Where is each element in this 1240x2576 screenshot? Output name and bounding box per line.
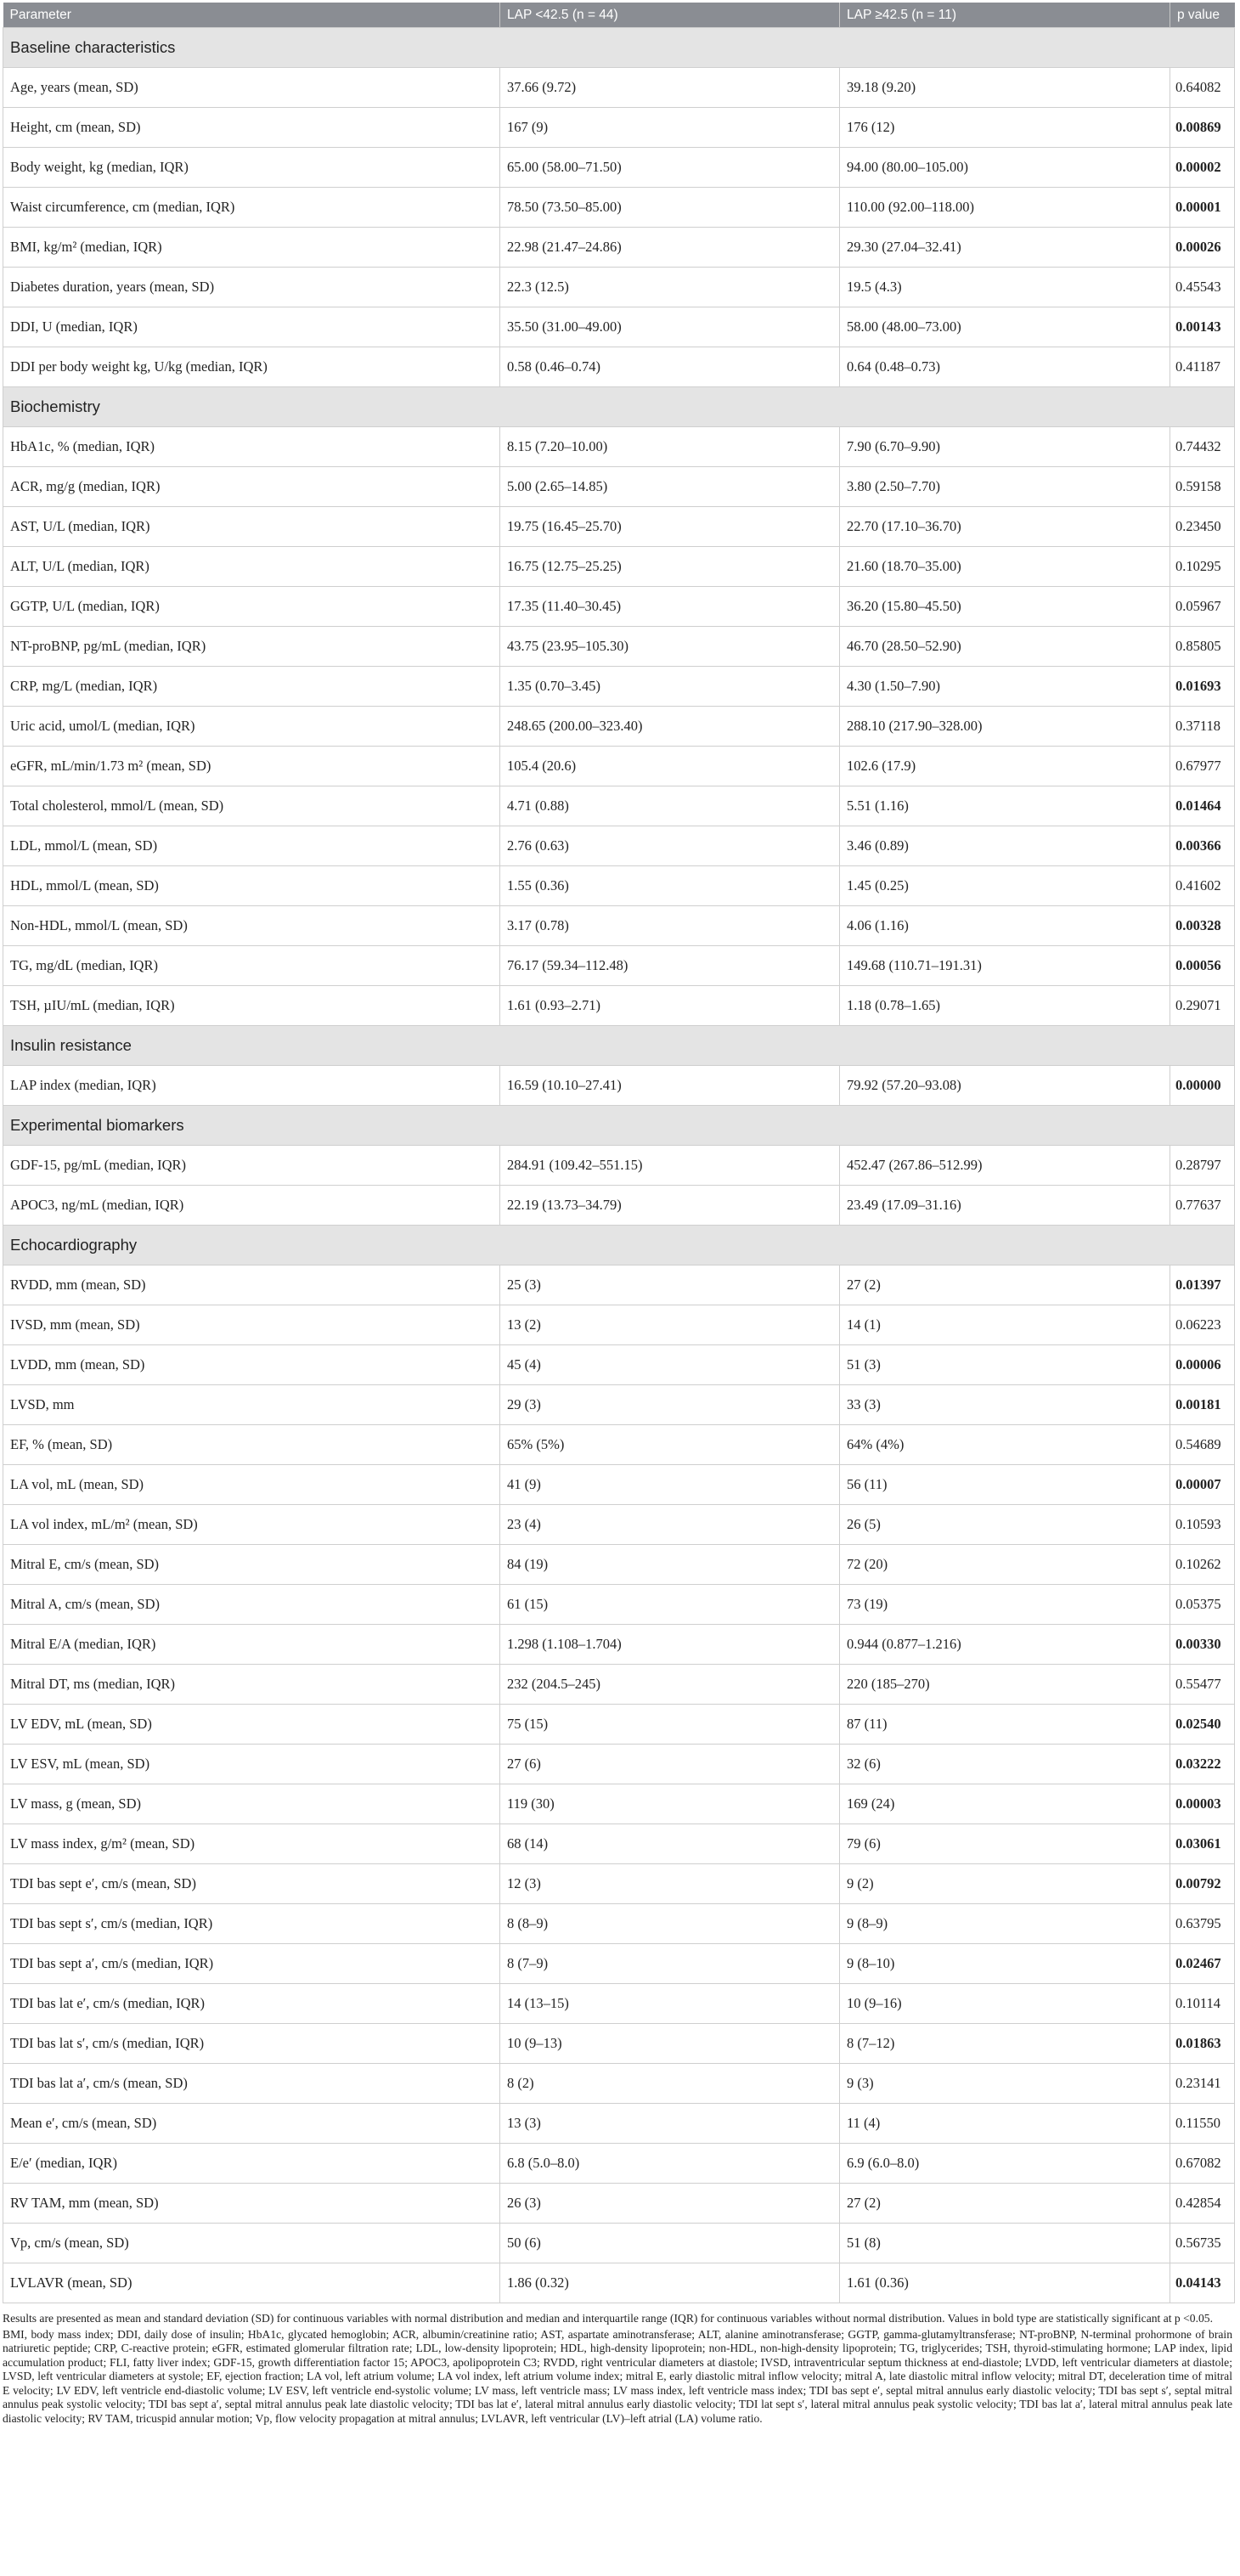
- section-title: Insulin resistance: [3, 1026, 1235, 1066]
- cell-p-value: 0.85805: [1170, 627, 1235, 667]
- cell-p-value: 0.02540: [1170, 1705, 1235, 1745]
- table-row: [3, 228, 1235, 268]
- cell-lap-high: 33 (3): [840, 1385, 1170, 1425]
- cell-parameter: Age, years (mean, SD): [3, 68, 500, 108]
- cell-lap-low: 45 (4): [500, 1345, 840, 1385]
- cell-lap-high: 220 (185–270): [840, 1665, 1170, 1705]
- cell-parameter: AST, U/L (median, IQR): [3, 507, 500, 547]
- section-row: [3, 1226, 1235, 1265]
- header-lap-high: LAP ≥42.5 (n = 11): [840, 3, 1170, 28]
- header-p-value: p value: [1170, 3, 1235, 28]
- cell-lap-high: 46.70 (28.50–52.90): [840, 627, 1170, 667]
- cell-lap-high: 21.60 (18.70–35.00): [840, 547, 1170, 587]
- cell-p-value: 0.23450: [1170, 507, 1235, 547]
- cell-lap-low: 35.50 (31.00–49.00): [500, 307, 840, 347]
- cell-p-value: 0.56735: [1170, 2224, 1235, 2263]
- cell-lap-low: 1.61 (0.93–2.71): [500, 986, 840, 1026]
- cell-lap-low: 76.17 (59.34–112.48): [500, 946, 840, 986]
- cell-parameter: Non-HDL, mmol/L (mean, SD): [3, 906, 500, 946]
- table-row: [3, 2224, 1235, 2263]
- cell-p-value: 0.54689: [1170, 1425, 1235, 1465]
- cell-p-value: 0.03222: [1170, 1745, 1235, 1784]
- cell-p-value: 0.05967: [1170, 587, 1235, 627]
- cell-p-value: 0.42854: [1170, 2184, 1235, 2224]
- section-row: [3, 1026, 1235, 1066]
- cell-lap-high: 94.00 (80.00–105.00): [840, 148, 1170, 188]
- table-row: [3, 1984, 1235, 2024]
- cell-parameter: Mean e′, cm/s (mean, SD): [3, 2104, 500, 2144]
- cell-lap-low: 167 (9): [500, 108, 840, 148]
- table-row: [3, 1864, 1235, 1904]
- cell-lap-low: 22.19 (13.73–34.79): [500, 1186, 840, 1226]
- section-row: [3, 387, 1235, 427]
- table-row: [3, 667, 1235, 707]
- cell-lap-low: 2.76 (0.63): [500, 826, 840, 866]
- cell-lap-high: 19.5 (4.3): [840, 268, 1170, 307]
- cell-parameter: RV TAM, mm (mean, SD): [3, 2184, 500, 2224]
- table-footnotes: [3, 2312, 1234, 2426]
- cell-p-value: 0.01464: [1170, 786, 1235, 826]
- cell-parameter: EF, % (mean, SD): [3, 1425, 500, 1465]
- cell-p-value: 0.03061: [1170, 1824, 1235, 1864]
- cell-lap-high: 26 (5): [840, 1505, 1170, 1545]
- table-row: [3, 1385, 1235, 1425]
- cell-parameter: TDI bas lat e′, cm/s (median, IQR): [3, 1984, 500, 2024]
- cell-parameter: LAP index (median, IQR): [3, 1066, 500, 1106]
- cell-parameter: LVDD, mm (mean, SD): [3, 1345, 500, 1385]
- table-row: [3, 2104, 1235, 2144]
- cell-lap-high: 1.18 (0.78–1.65): [840, 986, 1170, 1026]
- cell-parameter: Vp, cm/s (mean, SD): [3, 2224, 500, 2263]
- cell-lap-low: 29 (3): [500, 1385, 840, 1425]
- cell-p-value: 0.10593: [1170, 1505, 1235, 1545]
- section-title: Experimental biomarkers: [3, 1106, 1235, 1146]
- cell-p-value: 0.00366: [1170, 826, 1235, 866]
- cell-parameter: GGTP, U/L (median, IQR): [3, 587, 500, 627]
- cell-parameter: Mitral E, cm/s (mean, SD): [3, 1545, 500, 1585]
- table-row: [3, 2144, 1235, 2184]
- cell-p-value: 0.01397: [1170, 1265, 1235, 1305]
- cell-parameter: GDF-15, pg/mL (median, IQR): [3, 1146, 500, 1186]
- cell-lap-low: 119 (30): [500, 1784, 840, 1824]
- cell-lap-low: 232 (204.5–245): [500, 1665, 840, 1705]
- document: [3, 3, 1234, 2427]
- cell-lap-low: 5.00 (2.65–14.85): [500, 467, 840, 507]
- cell-lap-high: 1.61 (0.36): [840, 2263, 1170, 2303]
- cell-p-value: 0.41187: [1170, 347, 1235, 387]
- cell-p-value: 0.01863: [1170, 2024, 1235, 2064]
- cell-parameter: LV ESV, mL (mean, SD): [3, 1745, 500, 1784]
- cell-lap-high: 4.30 (1.50–7.90): [840, 667, 1170, 707]
- cell-p-value: 0.00007: [1170, 1465, 1235, 1505]
- cell-lap-low: 78.50 (73.50–85.00): [500, 188, 840, 228]
- table-row: [3, 1186, 1235, 1226]
- table-row: [3, 826, 1235, 866]
- cell-lap-high: 87 (11): [840, 1705, 1170, 1745]
- cell-lap-high: 110.00 (92.00–118.00): [840, 188, 1170, 228]
- cell-p-value: 0.11550: [1170, 2104, 1235, 2144]
- cell-p-value: 0.00006: [1170, 1345, 1235, 1385]
- cell-parameter: E/e′ (median, IQR): [3, 2144, 500, 2184]
- table-row: [3, 2184, 1235, 2224]
- cell-p-value: 0.59158: [1170, 467, 1235, 507]
- cell-lap-high: 0.64 (0.48–0.73): [840, 347, 1170, 387]
- table-row: [3, 1305, 1235, 1345]
- cell-lap-low: 43.75 (23.95–105.30): [500, 627, 840, 667]
- table-row: [3, 906, 1235, 946]
- cell-lap-high: 73 (19): [840, 1585, 1170, 1625]
- cell-lap-low: 248.65 (200.00–323.40): [500, 707, 840, 747]
- table-row: [3, 1066, 1235, 1106]
- table-row: [3, 68, 1235, 108]
- table-row: [3, 946, 1235, 986]
- cell-lap-high: 39.18 (9.20): [840, 68, 1170, 108]
- cell-parameter: ACR, mg/g (median, IQR): [3, 467, 500, 507]
- cell-lap-high: 14 (1): [840, 1305, 1170, 1345]
- cell-parameter: ALT, U/L (median, IQR): [3, 547, 500, 587]
- cell-p-value: 0.23141: [1170, 2064, 1235, 2104]
- table-row: [3, 2064, 1235, 2104]
- cell-lap-low: 8.15 (7.20–10.00): [500, 427, 840, 467]
- cell-lap-low: 13 (2): [500, 1305, 840, 1345]
- cell-lap-low: 22.3 (12.5): [500, 268, 840, 307]
- cell-parameter: Diabetes duration, years (mean, SD): [3, 268, 500, 307]
- cell-lap-low: 75 (15): [500, 1705, 840, 1745]
- cell-lap-low: 17.35 (11.40–30.45): [500, 587, 840, 627]
- table-row: [3, 627, 1235, 667]
- table-row: [3, 866, 1235, 906]
- table-row: [3, 1944, 1235, 1984]
- cell-p-value: 0.41602: [1170, 866, 1235, 906]
- cell-parameter: LVSD, mm: [3, 1385, 500, 1425]
- table-row: [3, 587, 1235, 627]
- cell-parameter: TDI bas lat a′, cm/s (mean, SD): [3, 2064, 500, 2104]
- cell-p-value: 0.10114: [1170, 1984, 1235, 2024]
- cell-lap-high: 29.30 (27.04–32.41): [840, 228, 1170, 268]
- cell-parameter: eGFR, mL/min/1.73 m² (mean, SD): [3, 747, 500, 786]
- cell-lap-high: 10 (9–16): [840, 1984, 1170, 2024]
- table-row: [3, 747, 1235, 786]
- cell-lap-low: 25 (3): [500, 1265, 840, 1305]
- cell-lap-low: 14 (13–15): [500, 1984, 840, 2024]
- cell-parameter: Height, cm (mean, SD): [3, 108, 500, 148]
- cell-p-value: 0.10295: [1170, 547, 1235, 587]
- cell-parameter: LVLAVR (mean, SD): [3, 2263, 500, 2303]
- cell-p-value: 0.45543: [1170, 268, 1235, 307]
- table-row: [3, 507, 1235, 547]
- cell-lap-high: 9 (3): [840, 2064, 1170, 2104]
- cell-p-value: 0.00056: [1170, 946, 1235, 986]
- cell-lap-high: 176 (12): [840, 108, 1170, 148]
- cell-lap-high: 288.10 (217.90–328.00): [840, 707, 1170, 747]
- cell-lap-low: 0.58 (0.46–0.74): [500, 347, 840, 387]
- cell-lap-high: 64% (4%): [840, 1425, 1170, 1465]
- cell-parameter: Mitral DT, ms (median, IQR): [3, 1665, 500, 1705]
- cell-p-value: 0.67977: [1170, 747, 1235, 786]
- cell-p-value: 0.00001: [1170, 188, 1235, 228]
- cell-p-value: 0.04143: [1170, 2263, 1235, 2303]
- cell-lap-low: 37.66 (9.72): [500, 68, 840, 108]
- cell-lap-high: 27 (2): [840, 2184, 1170, 2224]
- section-title: Baseline characteristics: [3, 28, 1235, 68]
- cell-p-value: 0.00869: [1170, 108, 1235, 148]
- cell-p-value: 0.63795: [1170, 1904, 1235, 1944]
- cell-p-value: 0.02467: [1170, 1944, 1235, 1984]
- cell-parameter: TDI bas sept s′, cm/s (median, IQR): [3, 1904, 500, 1944]
- table-row: [3, 1265, 1235, 1305]
- cell-parameter: LV mass index, g/m² (mean, SD): [3, 1824, 500, 1864]
- cell-p-value: 0.00002: [1170, 148, 1235, 188]
- table-row: [3, 1505, 1235, 1545]
- cell-p-value: 0.74432: [1170, 427, 1235, 467]
- cell-lap-low: 27 (6): [500, 1745, 840, 1784]
- cell-lap-high: 9 (8–10): [840, 1944, 1170, 1984]
- cell-lap-low: 4.71 (0.88): [500, 786, 840, 826]
- table-row: [3, 986, 1235, 1026]
- cell-lap-low: 8 (2): [500, 2064, 840, 2104]
- table-row: [3, 1545, 1235, 1585]
- cell-p-value: 0.00003: [1170, 1784, 1235, 1824]
- table-row: [3, 307, 1235, 347]
- cell-parameter: LA vol, mL (mean, SD): [3, 1465, 500, 1505]
- cell-lap-low: 65.00 (58.00–71.50): [500, 148, 840, 188]
- cell-p-value: 0.77637: [1170, 1186, 1235, 1226]
- cell-parameter: HDL, mmol/L (mean, SD): [3, 866, 500, 906]
- cell-p-value: 0.28797: [1170, 1146, 1235, 1186]
- table-row: [3, 1745, 1235, 1784]
- cell-lap-high: 72 (20): [840, 1545, 1170, 1585]
- cell-lap-high: 0.944 (0.877–1.216): [840, 1625, 1170, 1665]
- cell-parameter: RVDD, mm (mean, SD): [3, 1265, 500, 1305]
- cell-p-value: 0.00181: [1170, 1385, 1235, 1425]
- cell-lap-low: 41 (9): [500, 1465, 840, 1505]
- cell-lap-high: 51 (8): [840, 2224, 1170, 2263]
- cell-lap-high: 1.45 (0.25): [840, 866, 1170, 906]
- cell-parameter: LV EDV, mL (mean, SD): [3, 1705, 500, 1745]
- cell-parameter: Mitral E/A (median, IQR): [3, 1625, 500, 1665]
- cell-lap-high: 6.9 (6.0–8.0): [840, 2144, 1170, 2184]
- table-row: [3, 1146, 1235, 1186]
- cell-parameter: APOC3, ng/mL (median, IQR): [3, 1186, 500, 1226]
- cell-parameter: Body weight, kg (median, IQR): [3, 148, 500, 188]
- cell-lap-low: 284.91 (109.42–551.15): [500, 1146, 840, 1186]
- table-row: [3, 1585, 1235, 1625]
- cell-p-value: 0.00143: [1170, 307, 1235, 347]
- cell-lap-high: 169 (24): [840, 1784, 1170, 1824]
- footnote-abbreviations: BMI, body mass index; DDI, daily dose of insulin; HbA1c, glycated hemoglobin; ACR, albumin/creatinine ratio; AST, aspartate aminotransferase; ALT, alanine aminotransferase; GGTP, gamma-glutamyltransferase; NT-proBNP, N-terminal prohormone of brain natriuretic peptide; CRP, C-reactive protein; eGFR, estimated glomerular filtration rate; LDL, low-density lipoprotein; HDL, high-density lipoprotein; non-HDL, non-high-density lipoprotein; TG, triglycerides; TSH, thyroid-stimulating hormone; LAP index, lipid accumulation product; FLI, fatty liver index; GDF-15, growth differentiation factor 15; APOC3, apolipoprotein C3; RVDD, right ventricular diameters at diastole; IVSD, intraventricular septum thickness at end-diastole; LVDD, left ventricular diameters at diastole; LVSD, left ventricular diameters at systole; EF, ejection fraction; LA vol, left atrium volume; LA vol index, left atrium volume index; mitral E, early diastolic mitral inflow velocity; mitral A, late diastolic mitral inflow velocity; mitral DT, deceleration time of mitral E velocity; LV EDV, left ventricle end-diastolic volume; LV ESV, left ventricle end-systolic volume; LV mass, left ventricle mass; LV mass index, left ventricle mass index; TDI bas sept e′, septal mitral annulus early diastolic velocity; TDI bas sept s′, septal mitral annulus peak systolic velocity; TDI bas sept a′, septal mitral annulus peak late diastolic velocity; TDI bas lat e′, lateral mitral annulus early diastolic velocity; TDI lat sept s′, lateral mitral annulus peak systolic velocity; TDI bas lat a′, lateral mitral annulus peak late diastolic velocity; RV TAM, tricuspid annular motion; Vp, flow velocity propagation at mitral annulus; LVLAVR, left ventricular (LV)–left atrial (LA) volume ratio.: [3, 2327, 1232, 2425]
- cell-p-value: 0.00000: [1170, 1066, 1235, 1106]
- cell-lap-low: 16.75 (12.75–25.25): [500, 547, 840, 587]
- cell-parameter: NT-proBNP, pg/mL (median, IQR): [3, 627, 500, 667]
- cell-lap-low: 1.86 (0.32): [500, 2263, 840, 2303]
- cell-lap-high: 8 (7–12): [840, 2024, 1170, 2064]
- cell-lap-low: 26 (3): [500, 2184, 840, 2224]
- table-row: [3, 2024, 1235, 2064]
- section-title: Echocardiography: [3, 1226, 1235, 1265]
- table-row: [3, 2263, 1235, 2303]
- table-header: [3, 3, 1235, 28]
- cell-parameter: TSH, µIU/mL (median, IQR): [3, 986, 500, 1026]
- cell-lap-high: 452.47 (267.86–512.99): [840, 1146, 1170, 1186]
- cell-parameter: LDL, mmol/L (mean, SD): [3, 826, 500, 866]
- cell-p-value: 0.10262: [1170, 1545, 1235, 1585]
- cell-lap-high: 9 (2): [840, 1864, 1170, 1904]
- table-row: [3, 467, 1235, 507]
- table-row: [3, 1784, 1235, 1824]
- cell-lap-high: 102.6 (17.9): [840, 747, 1170, 786]
- cell-lap-high: 149.68 (110.71–191.31): [840, 946, 1170, 986]
- table-body: [3, 28, 1235, 2303]
- cell-p-value: 0.67082: [1170, 2144, 1235, 2184]
- table-row: [3, 108, 1235, 148]
- table-row: [3, 547, 1235, 587]
- cell-lap-low: 61 (15): [500, 1585, 840, 1625]
- cell-lap-high: 5.51 (1.16): [840, 786, 1170, 826]
- cell-parameter: Uric acid, umol/L (median, IQR): [3, 707, 500, 747]
- table-row: [3, 786, 1235, 826]
- cell-lap-high: 23.49 (17.09–31.16): [840, 1186, 1170, 1226]
- cell-p-value: 0.05375: [1170, 1585, 1235, 1625]
- cell-parameter: DDI, U (median, IQR): [3, 307, 500, 347]
- cell-p-value: 0.55477: [1170, 1665, 1235, 1705]
- cell-p-value: 0.00328: [1170, 906, 1235, 946]
- table-row: [3, 1345, 1235, 1385]
- cell-parameter: TDI bas sept e′, cm/s (mean, SD): [3, 1864, 500, 1904]
- cell-lap-low: 1.298 (1.108–1.704): [500, 1625, 840, 1665]
- table-row: [3, 188, 1235, 228]
- table-row: [3, 148, 1235, 188]
- cell-parameter: IVSD, mm (mean, SD): [3, 1305, 500, 1345]
- cell-p-value: 0.00026: [1170, 228, 1235, 268]
- cell-lap-low: 84 (19): [500, 1545, 840, 1585]
- cell-lap-low: 10 (9–13): [500, 2024, 840, 2064]
- table-row: [3, 1465, 1235, 1505]
- cell-lap-low: 8 (7–9): [500, 1944, 840, 1984]
- table-row: [3, 347, 1235, 387]
- header-parameter: Parameter: [3, 3, 500, 28]
- cell-parameter: HbA1c, % (median, IQR): [3, 427, 500, 467]
- table-row: [3, 427, 1235, 467]
- cell-lap-low: 13 (3): [500, 2104, 840, 2144]
- cell-lap-high: 79 (6): [840, 1824, 1170, 1864]
- cell-p-value: 0.00792: [1170, 1864, 1235, 1904]
- cell-lap-low: 6.8 (5.0–8.0): [500, 2144, 840, 2184]
- cell-lap-low: 12 (3): [500, 1864, 840, 1904]
- table-row: [3, 268, 1235, 307]
- footnote-stats: Results are presented as mean and standard deviation (SD) for continuous variables with normal distribution and median and interquartile range (IQR) for continuous variables without normal distribution. Values in bold type are statistically significant at p <0.05.: [3, 2312, 1213, 2325]
- cell-lap-low: 23 (4): [500, 1505, 840, 1545]
- cell-parameter: LV mass, g (mean, SD): [3, 1784, 500, 1824]
- cell-lap-low: 16.59 (10.10–27.41): [500, 1066, 840, 1106]
- cell-parameter: CRP, mg/L (median, IQR): [3, 667, 500, 707]
- header-lap-low: LAP <42.5 (n = 44): [500, 3, 840, 28]
- cell-p-value: 0.00330: [1170, 1625, 1235, 1665]
- table-row: [3, 1904, 1235, 1944]
- header-row: [3, 3, 1235, 28]
- cell-parameter: Waist circumference, cm (median, IQR): [3, 188, 500, 228]
- table-row: [3, 1625, 1235, 1665]
- table-row: [3, 1425, 1235, 1465]
- cell-parameter: TG, mg/dL (median, IQR): [3, 946, 500, 986]
- cell-p-value: 0.64082: [1170, 68, 1235, 108]
- cell-parameter: TDI bas lat s′, cm/s (median, IQR): [3, 2024, 500, 2064]
- cell-p-value: 0.37118: [1170, 707, 1235, 747]
- cell-lap-high: 3.46 (0.89): [840, 826, 1170, 866]
- data-table: [3, 3, 1235, 2303]
- cell-lap-low: 65% (5%): [500, 1425, 840, 1465]
- cell-parameter: TDI bas sept a′, cm/s (median, IQR): [3, 1944, 500, 1984]
- cell-lap-low: 50 (6): [500, 2224, 840, 2263]
- table-row: [3, 1824, 1235, 1864]
- table-row: [3, 707, 1235, 747]
- cell-lap-high: 11 (4): [840, 2104, 1170, 2144]
- cell-p-value: 0.29071: [1170, 986, 1235, 1026]
- section-title: Biochemistry: [3, 387, 1235, 427]
- cell-lap-low: 3.17 (0.78): [500, 906, 840, 946]
- cell-lap-low: 68 (14): [500, 1824, 840, 1864]
- cell-lap-high: 22.70 (17.10–36.70): [840, 507, 1170, 547]
- cell-lap-low: 1.35 (0.70–3.45): [500, 667, 840, 707]
- cell-parameter: Mitral A, cm/s (mean, SD): [3, 1585, 500, 1625]
- cell-lap-high: 79.92 (57.20–93.08): [840, 1066, 1170, 1106]
- cell-lap-low: 22.98 (21.47–24.86): [500, 228, 840, 268]
- cell-p-value: 0.01693: [1170, 667, 1235, 707]
- table-row: [3, 1665, 1235, 1705]
- cell-lap-low: 19.75 (16.45–25.70): [500, 507, 840, 547]
- table-row: [3, 1705, 1235, 1745]
- cell-lap-high: 51 (3): [840, 1345, 1170, 1385]
- cell-lap-high: 32 (6): [840, 1745, 1170, 1784]
- cell-lap-high: 27 (2): [840, 1265, 1170, 1305]
- cell-parameter: Total cholesterol, mmol/L (mean, SD): [3, 786, 500, 826]
- cell-lap-high: 7.90 (6.70–9.90): [840, 427, 1170, 467]
- cell-p-value: 0.06223: [1170, 1305, 1235, 1345]
- cell-lap-high: 36.20 (15.80–45.50): [840, 587, 1170, 627]
- cell-lap-low: 1.55 (0.36): [500, 866, 840, 906]
- cell-lap-low: 8 (8–9): [500, 1904, 840, 1944]
- section-row: [3, 1106, 1235, 1146]
- cell-lap-low: 105.4 (20.6): [500, 747, 840, 786]
- cell-lap-high: 58.00 (48.00–73.00): [840, 307, 1170, 347]
- cell-lap-high: 4.06 (1.16): [840, 906, 1170, 946]
- section-row: [3, 28, 1235, 68]
- cell-parameter: LA vol index, mL/m² (mean, SD): [3, 1505, 500, 1545]
- cell-parameter: DDI per body weight kg, U/kg (median, IQR): [3, 347, 500, 387]
- cell-lap-high: 9 (8–9): [840, 1904, 1170, 1944]
- cell-lap-high: 3.80 (2.50–7.70): [840, 467, 1170, 507]
- cell-parameter: BMI, kg/m² (median, IQR): [3, 228, 500, 268]
- cell-lap-high: 56 (11): [840, 1465, 1170, 1505]
